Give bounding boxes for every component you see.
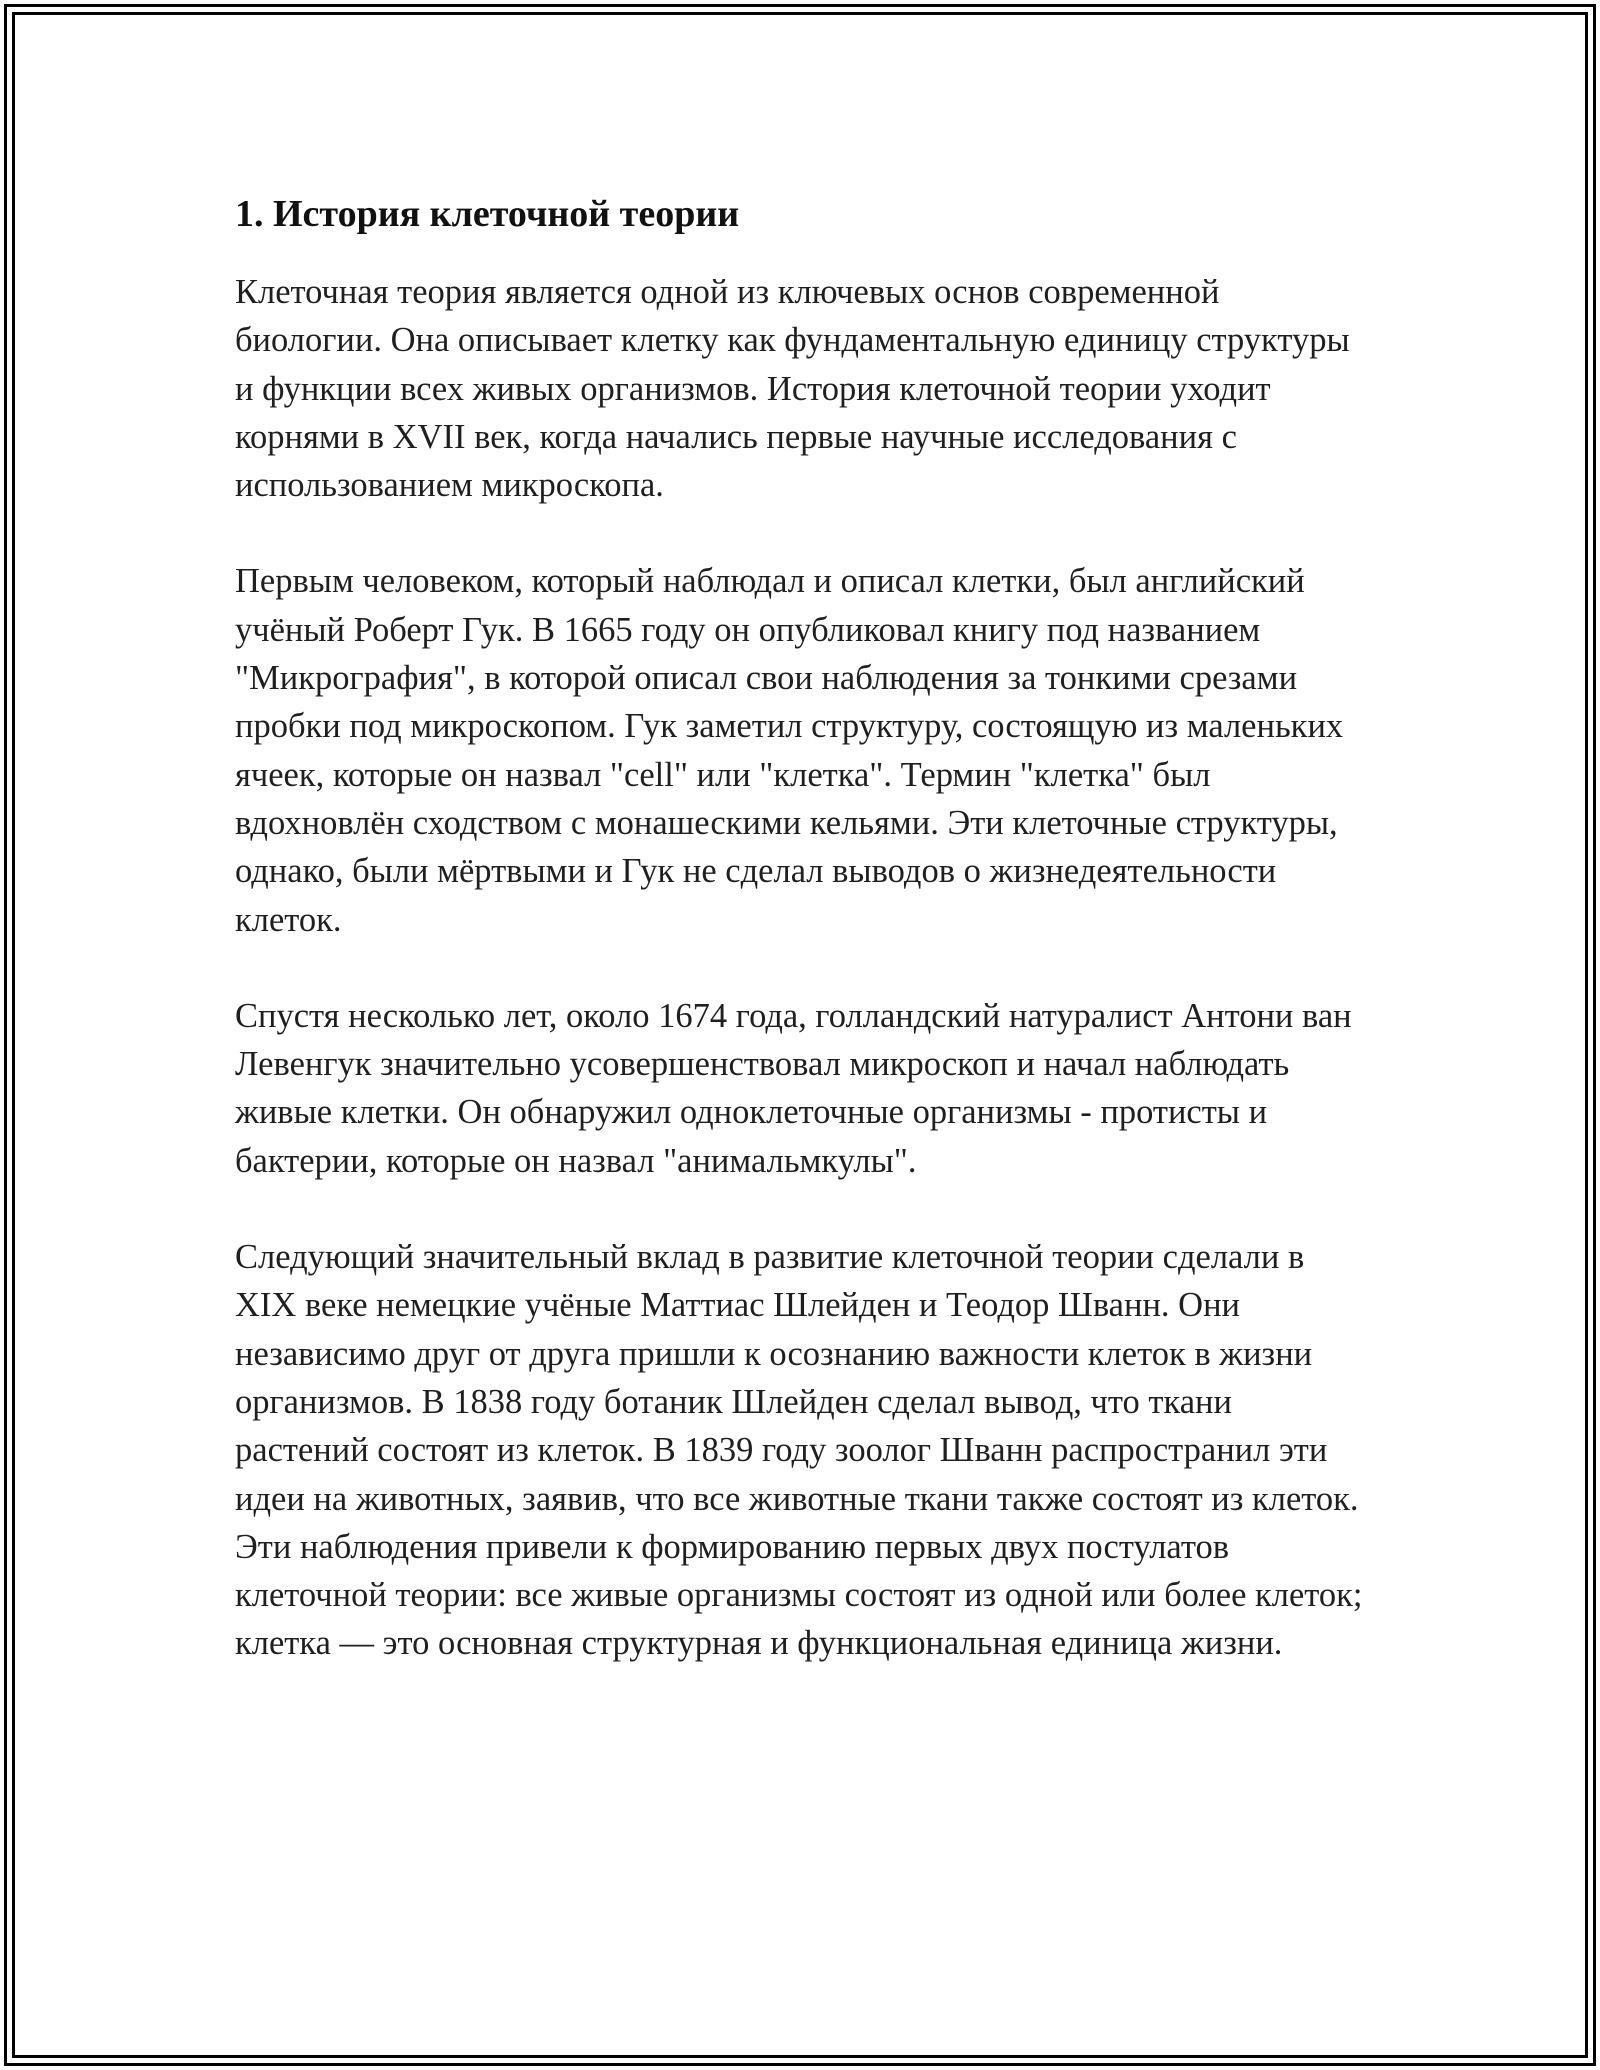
document-body [235, 188, 1365, 1716]
paragraph-schleiden-schwann: Следующий значительный вклад в развитие клеточной теории сделали в XIX веке немецкие учёные Маттиас Шлейден и Теодор Шванн. Они независимо друг от друга пришли к осознанию важности клеток в жизни организмов. В 1838 году ботаник Шлейден сделал вывод, что ткани растений состоят из клеток. В 1839 году зоолог Шванн распространил эти идеи на животных, заявив, что все животные ткани также состоят из клеток. Эти наблюдения привели к формированию первых двух постулатов клеточной теории: все живые организмы состоят из одной или более клеток; клетка — это основная структурная и функциональная единица жизни. [235, 1238, 1363, 1663]
paragraph-hooke: Первым человеком, который наблюдал и описал клетки, был английский учёный Роберт Гук. В 1665 году он опубликовал книгу под названием "Микрография", в которой описал свои наблюдения за тонкими срезами пробки под микроскопом. Гук заметил структуру, состоящую из маленьких ячеек, которые он назвал "cell" или "клетка". Термин "клетка" был вдохновлён сходством с монашескими кельями. Эти клеточные структуры, однако, были мёртвыми и Гук не сделал выводов о жизнедеятельности клеток. [235, 562, 1344, 939]
paragraph-intro: Клеточная теория является одной из ключевых основ современной биологии. Она описывает клетку как фундаментальную единицу структуры и функции всех живых организмов. История клеточной теории уходит корнями в XVII век, когда начались первые научные исследования с использованием микроскопа. [235, 273, 1350, 505]
paragraph-leeuwenhoek: Спустя несколько лет, около 1674 года, голландский натуралист Антони ван Левенгук значительно усовершенствовал микроскоп и начал наблюдать живые клетки. Он обнаружил одноклеточные организмы - протисты и бактерии, которые он назвал "анимальмкулы". [235, 996, 1352, 1180]
section-heading: 1. История клеточной теории [235, 193, 740, 235]
